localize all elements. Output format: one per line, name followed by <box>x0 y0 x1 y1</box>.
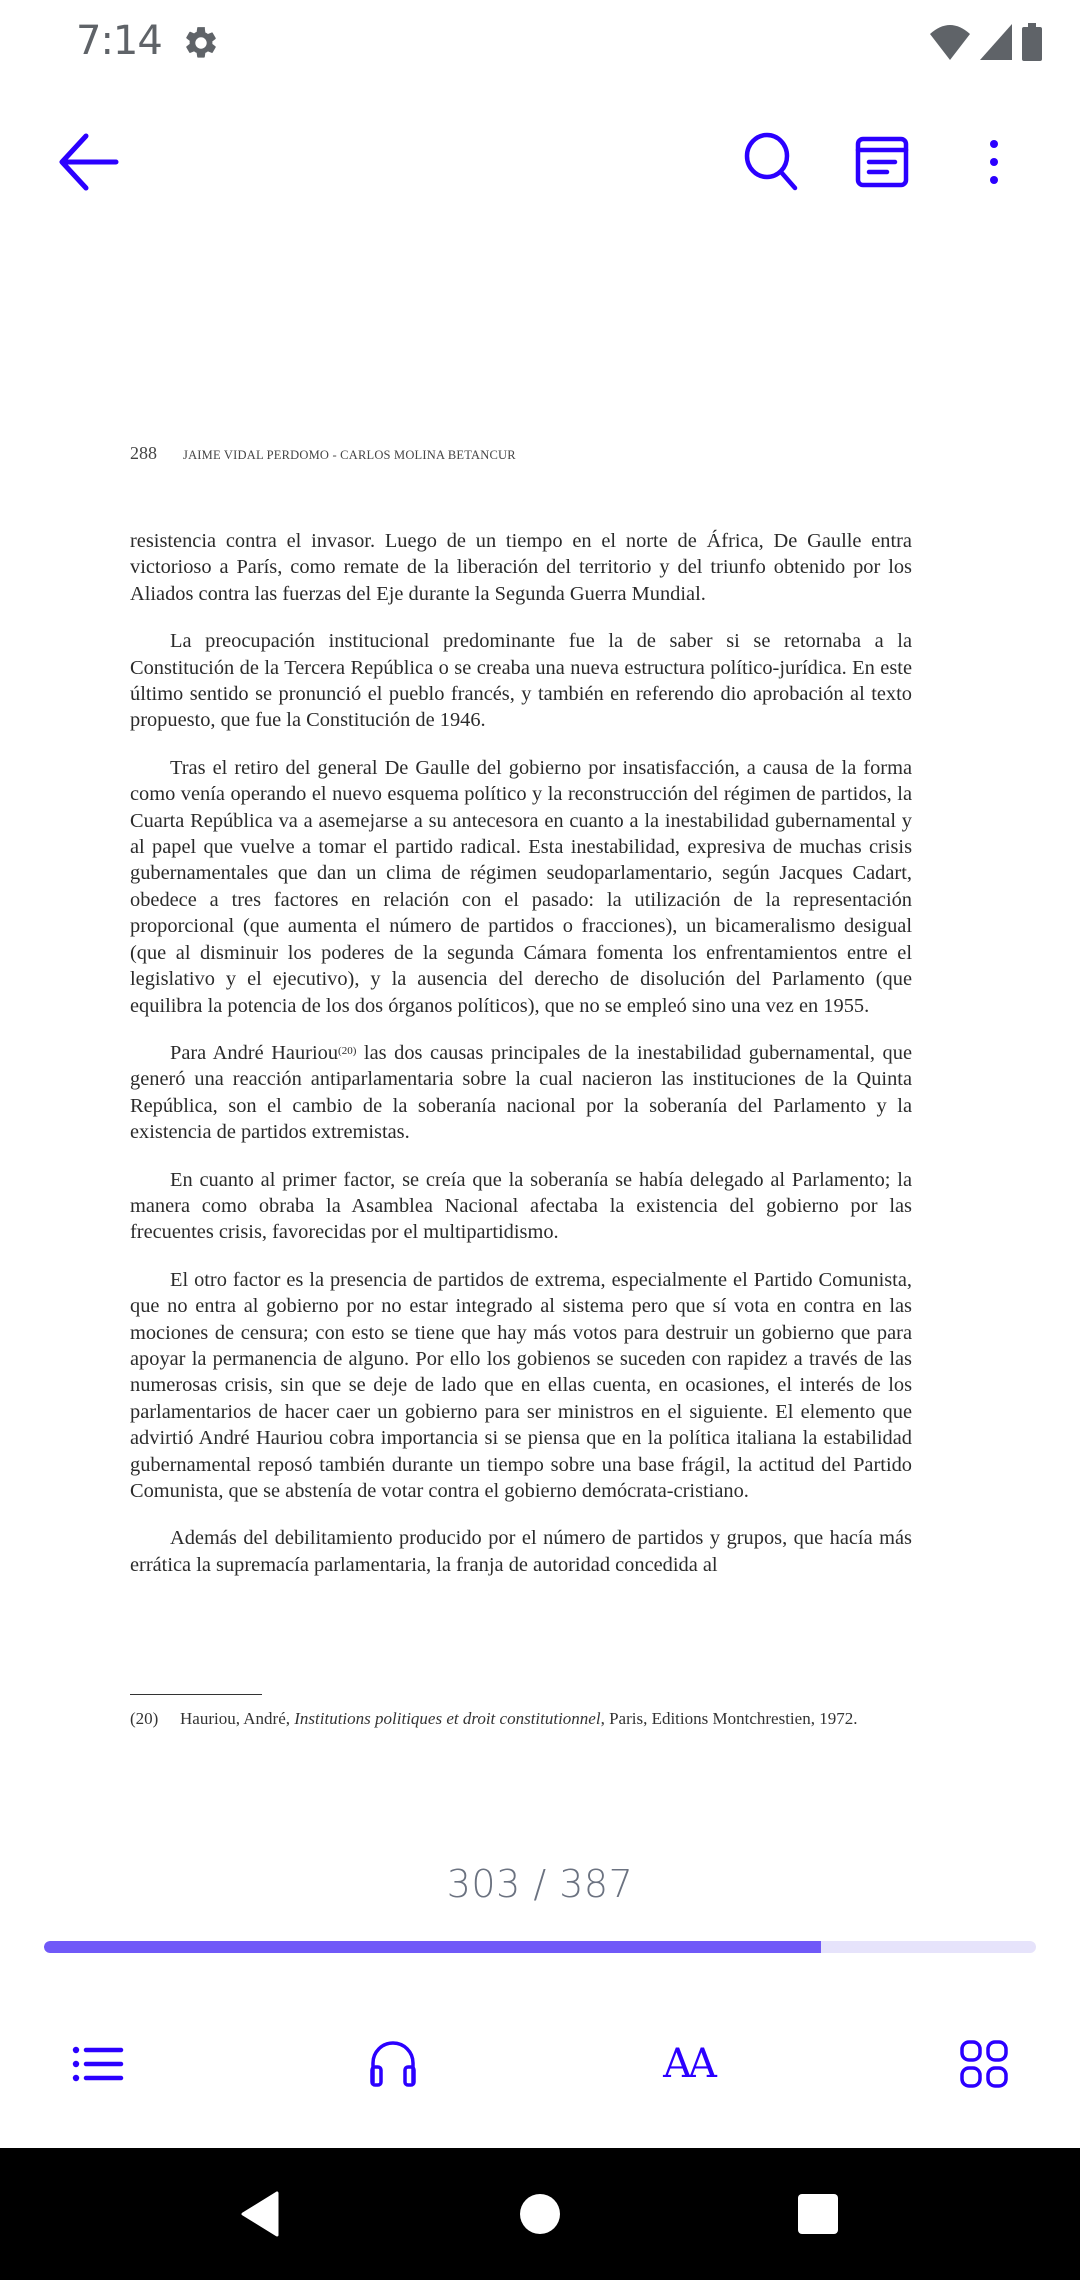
more-vert-icon <box>988 139 1000 185</box>
status-time: 7:14 <box>76 18 162 64</box>
paragraph: El otro factor es la presencia de partidos de extrema, especialmente el Partido Comunista, que no entra al gobierno por no estar integrado al sistema pero que sí vota en contra en las mociones de censura; con esto se tiene que hay más votos para destruir un gobierno que para apoyar la permanencia de alguno. Por ello los gobienos se suceden con rapidez a través de las numerosas crisis, sin que se deje de lado que en ellas cuenta, en ocasiones, el interés de los parlamentarios de hacer caer un gobierno para ser ministros en el siguiente. El elemento que advirtió André Hauriou cobra importancia si se piensa que en la política italiana la estabilidad gubernamental reposó también durante un tiempo sobre una base frágil, la actitud del Partido Comunista, que se abstenía de votar contra el gobierno demócrata-cristiano. <box>130 1268 912 1502</box>
paragraph-text: Para André Hauriou <box>170 1041 339 1064</box>
recents-nav-icon <box>797 2193 839 2235</box>
search-icon <box>743 132 801 192</box>
footnote-reference[interactable]: (20) <box>338 1044 357 1057</box>
footnote-title: Institutions politiques et droit constitutionnel <box>294 1709 601 1728</box>
table-of-contents-button[interactable] <box>58 2024 138 2104</box>
printed-page-number: 288 <box>130 443 157 463</box>
running-head-authors: JAIME VIDAL PERDOMO - CARLOS MOLINA BETANCUR <box>183 448 516 462</box>
paragraph: Además del debilitamiento producido por el número de partidos y grupos, que hacía más errática la supremacía parlamentaria, la franja de autoridad concedida al <box>130 1527 912 1576</box>
footnote-number: (20) <box>130 1709 159 1728</box>
notes-button[interactable] <box>844 124 920 200</box>
notes-icon <box>855 136 909 188</box>
settings-icon <box>182 24 220 62</box>
back-nav-icon <box>239 2191 281 2237</box>
paragraph: La preocupación institucional predominante fue la de saber si se retornaba a la Constitución de la Tercera República o se creaba una nueva estructura político-jurídica. En este último sentido se pronunció el pueblo francés, y también en referendo dio aprobación al texto propuesto, que fue la Constitución de 1946. <box>130 630 912 732</box>
text-size-button[interactable] <box>648 2024 728 2104</box>
bottom-toolbar <box>0 2010 1080 2110</box>
footnote-author: Hauriou, André, <box>180 1709 295 1728</box>
footnote-rest: , Paris, Editions Montchrestien, 1972. <box>600 1709 858 1728</box>
grid-view-button[interactable] <box>944 2024 1024 2104</box>
text-size-icon: AA <box>663 2041 713 2087</box>
listen-button[interactable] <box>353 2024 433 2104</box>
nav-back-button[interactable] <box>220 2174 300 2254</box>
running-head <box>130 443 516 464</box>
nav-home-button[interactable] <box>500 2174 580 2254</box>
home-nav-icon <box>519 2193 561 2235</box>
footnote <box>130 1708 912 1729</box>
grid-view-icon <box>959 2039 1009 2089</box>
page-counter: 303 / 387 <box>446 1862 634 1906</box>
paragraph: resistencia contra el invasor. Luego de un tiempo en el norte de África, De Gaulle entra victorioso a París, como remate de la liberación del territorio y del triunfo obtenido por los Aliados contra las fuerzas del Eje durante la Segunda Guerra Mundial. <box>130 530 912 605</box>
reading-progress-fill <box>44 1941 821 1953</box>
app-bar <box>0 110 1080 210</box>
wifi-icon <box>928 22 972 62</box>
paragraph: En cuanto al primer factor, se creía que la soberanía se había delegado al Parlamento; la manera como obraba la Asamblea Nacional afectaba la existencia del gobierno por las frecuentes crisis, favorecidas por el multipartidismo. <box>130 1168 912 1244</box>
footnote-divider <box>130 1694 262 1695</box>
system-navigation-bar <box>0 2148 1080 2280</box>
arrow-left-icon <box>56 132 120 192</box>
signal-icon <box>978 22 1014 62</box>
reading-progress-bar[interactable] <box>44 1941 1036 1953</box>
more-options-button[interactable] <box>956 124 1032 200</box>
table-of-contents-icon <box>72 2044 124 2084</box>
battery-icon <box>1020 22 1044 62</box>
paragraph: Tras el retiro del general De Gaulle del gobierno por insatisfacción, a causa de la forma como venía operando el nuevo esquema político y la reconstrucción del régimen de partidos, la Cuarta República va a asemejarse a su antecesora en cuanto a la inestabilidad gubernamental y al papel que vuelve a tomar el partido radical. Esta inestabilidad, expresiva de muchas crisis gubernamentales que dan un clima de régimen seudoparlamentario, según Jacques Cadart, obedece a tres factores en relación con el pasado: la utilización de la representación proporcional (que aumenta el número de partidos o fracciones), un bicameralismo desigual (que al disminuir los poderes de la segunda Cámara fomenta los enfrentamientos entre el legislativo y el ejecutivo), y la ausencia del derecho de disolución del Parlamento (que equilibra la potencia de los dos órganos políticos), que no se empleó sino una vez en 1955. <box>130 756 912 1017</box>
paragraph <box>130 1040 912 1146</box>
back-button[interactable] <box>50 124 126 200</box>
search-button[interactable] <box>734 124 810 200</box>
headphones-icon <box>368 2039 418 2089</box>
footnote-text <box>180 1708 912 1729</box>
nav-recents-button[interactable] <box>778 2174 858 2254</box>
paragraph-text: las dos causas principales de la inestabilidad gubernamental, que generó una reacción antiparlamentaria sobre la cual nacieron las instituciones de la Quinta República, son el cambio de la soberanía nacional por la soberanía del Parlamento y la existencia de partidos extremistas. <box>130 1041 912 1144</box>
page-body <box>130 528 912 1599</box>
status-bar <box>0 0 1080 84</box>
